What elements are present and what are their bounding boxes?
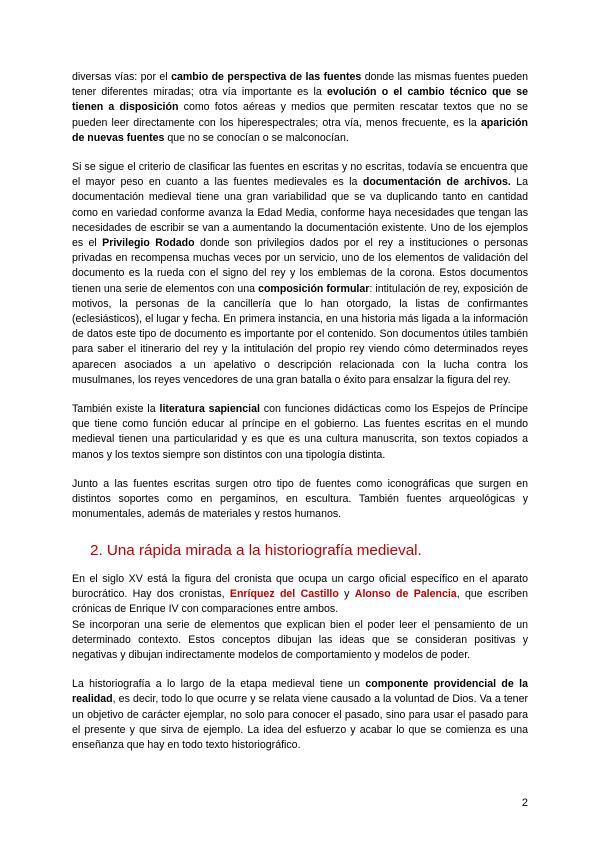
- bold-term: composición formular: [258, 282, 370, 295]
- bold-term: cambio de perspectiva de las fuentes: [171, 71, 362, 83]
- text-run: como fotos aéreas y medios que permiten rescatar textos que no se pueden leer directamente con los hiperespectrales; otra vía, menos frecuente, es la: [72, 101, 528, 129]
- section-2-heading: 2. Una rápida mirada a la historiografía medieval.: [90, 542, 422, 559]
- paragraph-documentacion: [72, 160, 528, 388]
- paragraph-conceptos: Se incorporan una serie de elementos que explican bien el poder leer el pensamiento de un determinado contexto. Estos conceptos dibujan las ideas que se consideran positivas y negativas y dibujan indirectamente modelos de comportamiento y modelos de poder.: [72, 618, 528, 662]
- text-run: También existe la: [72, 403, 160, 416]
- bold-term: aparición de nuevas fuentes: [72, 116, 528, 144]
- text-run: La historiografía a lo largo de la etapa medieval tiene un: [72, 678, 366, 691]
- text-run: y: [338, 588, 355, 601]
- text-run: : intitulación de rey, exposición de motivos, la personas de la cancillería que lo han otorgado, la listas de confirmantes (eclesiásticos), el lugar y fecha. En primera instancia, en una historia más ligada a la información de datos este tipo de documento es importante por el contenido. Son documentos útiles también para saber el itinerario del rey y la intitulación del propio rey viendo cómo determinados reyes aparecen asociados a un apelativo o descripción relacionada con la lucha contra los musulmanes, los reyes vencedores de una gran batalla o éxito para ensalzar la figura del rey.: [72, 282, 528, 386]
- section-2-body: [72, 572, 528, 753]
- text-run: con funciones didácticas como los Espejos de Príncipe que tiene como función educar al príncipe en el gobierno. Las fuentes escritas en el mundo medieval tienen una particularidad y es que es una cultura manuscrita, son textos copiados a manos y los textos siempre son distintos con una tipología distinta.: [72, 403, 528, 461]
- bold-term: documentación de archivos.: [362, 176, 511, 189]
- cronista-name: Alonso de Palencia: [354, 588, 457, 601]
- text-run: , es decir, todo lo que ocurre y se relata viene causado a la voluntad de Dios. Va a tener un objetivo de carácter ejemplar, no solo para conocer el pasado, sino para usar el pasado para el presente y que sirva de ejemplo. La idea del esfuerzo y acabar lo que se comienza es una enseñanza que hay en todo texto historiográfico.: [72, 693, 528, 752]
- page-number: 2: [521, 797, 528, 809]
- text-run: En el siglo XV está la figura del cronista que ocupa un cargo oficial específico en el aparato burocrático. Hay dos cronistas,: [72, 573, 528, 601]
- paragraph-iconograficas: Junto a las fuentes escritas surgen otro tipo de fuentes como iconográficas que surgen en distintos soportes como en pergaminos, en escultura. También fuentes arqueológicas y monumentales, además de materiales y restos humanos.: [72, 477, 528, 521]
- paragraph-cronistas: [72, 572, 528, 618]
- bold-term: literatura sapiencial: [159, 403, 260, 416]
- bold-term: Privilegio Rodado: [102, 237, 195, 250]
- bold-term: evolución o el cambio técnico que se tienen a disposición: [72, 86, 528, 114]
- paragraph-perspectiva: [72, 70, 528, 146]
- paragraph-literatura: [72, 402, 528, 463]
- text-run: donde las mismas fuentes pueden tener diferentes miradas; otra vía importante es la: [72, 71, 528, 99]
- cronista-name: Enríquez del Castillo: [229, 588, 339, 601]
- text-run: donde son privilegios dados por el rey a instituciones o personas privadas en recompensa muchas veces por un servicio, uno de los elementos de validación del documento es la rueda con el signo del rey y los emblemas de la corona. Estos documentos tienen una serie de elementos con una: [72, 237, 528, 295]
- section-1-body: [72, 70, 528, 522]
- text-run: Si se sigue el criterio de clasificar las fuentes en escritas y no escritas, todavía se encuentra que el mayor peso en cuanto a las fuentes medievales es la: [72, 161, 528, 189]
- paragraph-providencial: [72, 677, 528, 753]
- text-run: diversas vías: por el: [72, 71, 172, 83]
- text-run: , que escriben crónicas de Enrique IV con comparaciones entre ambos.: [72, 588, 529, 616]
- text-run: que no se conocían o se malconocían.: [164, 131, 349, 144]
- text-run: La documentación medieval tiene una gran variabilidad que se va duplicando tanto en cantidad como en variedad conforme avanza la Edad Media, conforme haya necesidades que tengan las necesidades de escribir se van a aumentando la documentación existente. Uno de los ejemplos es el: [72, 176, 528, 250]
- bold-term: componente providencial de la realidad: [72, 678, 528, 706]
